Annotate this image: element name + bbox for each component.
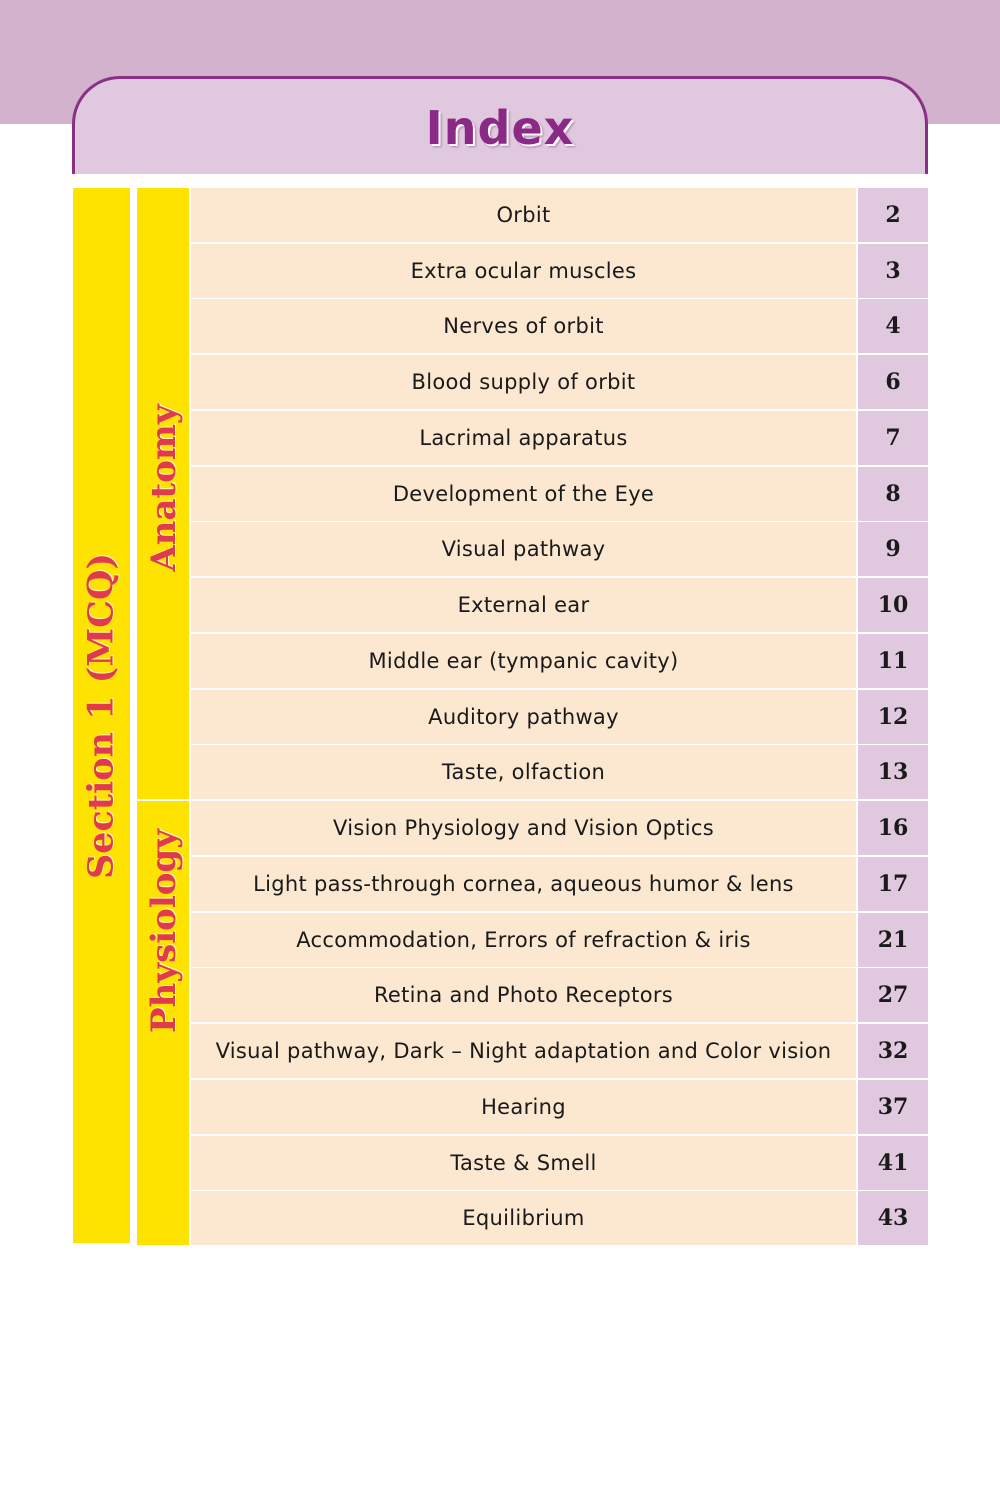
topic-title: Vision Physiology and Vision Optics [191, 801, 856, 855]
table-row[interactable] [191, 1191, 928, 1245]
page-number: 43 [858, 1191, 928, 1245]
page-number: 7 [858, 411, 928, 465]
table-row[interactable] [191, 801, 928, 855]
page-number: 4 [858, 299, 928, 353]
table-row[interactable] [191, 188, 928, 242]
topic-title: Orbit [191, 188, 856, 242]
topic-title: Equilibrium [191, 1191, 856, 1245]
topic-title: Taste, olfaction [191, 745, 856, 799]
topic-title: Retina and Photo Receptors [191, 968, 856, 1022]
topic-title: Auditory pathway [191, 690, 856, 744]
table-row[interactable] [191, 355, 928, 409]
table-row[interactable] [191, 299, 928, 353]
table-row[interactable] [191, 244, 928, 298]
table-row[interactable] [191, 411, 928, 465]
page-number: 16 [858, 801, 928, 855]
table-row[interactable] [191, 467, 928, 521]
page-number: 11 [858, 634, 928, 688]
topic-title: Development of the Eye [191, 467, 856, 521]
page-number: 3 [858, 244, 928, 298]
table-row[interactable] [191, 745, 928, 799]
topic-title: Middle ear (tympanic cavity) [191, 634, 856, 688]
group-label-physiology: Physiology [144, 829, 184, 1034]
table-row[interactable] [191, 968, 928, 1022]
page-number: 37 [858, 1080, 928, 1134]
group-bar-anatomy [137, 188, 189, 799]
topic-title: Accommodation, Errors of refraction & iris [191, 913, 856, 967]
topic-title: Visual pathway [191, 522, 856, 576]
page-number: 9 [858, 522, 928, 576]
page-number: 21 [858, 913, 928, 967]
page-number: 6 [858, 355, 928, 409]
topic-title: Nerves of orbit [191, 299, 856, 353]
table-row[interactable] [191, 634, 928, 688]
page-number: 10 [858, 578, 928, 632]
section-bar [73, 188, 130, 1243]
topic-title: Extra ocular muscles [191, 244, 856, 298]
group-label-anatomy: Anatomy [144, 404, 184, 572]
topic-title: Visual pathway, Dark – Night adaptation and Color vision [191, 1024, 856, 1078]
page-number: 8 [858, 467, 928, 521]
table-row[interactable] [191, 857, 928, 911]
table-row[interactable] [191, 522, 928, 576]
topic-title: Lacrimal apparatus [191, 411, 856, 465]
table-row[interactable] [191, 913, 928, 967]
topic-title: Blood supply of orbit [191, 355, 856, 409]
page-number: 13 [858, 745, 928, 799]
page-number: 12 [858, 690, 928, 744]
page-title: Index [425, 101, 575, 155]
table-row[interactable] [191, 690, 928, 744]
page-number: 2 [858, 188, 928, 242]
section-label: Section 1 (MCQ) [80, 552, 122, 880]
header-tab [72, 76, 928, 174]
group-bar-physiology [137, 801, 189, 1245]
table-row[interactable] [191, 1024, 928, 1078]
table-row[interactable] [191, 578, 928, 632]
table-row[interactable] [191, 1080, 928, 1134]
page-number: 41 [858, 1136, 928, 1190]
topic-title: Hearing [191, 1080, 856, 1134]
page-number: 27 [858, 968, 928, 1022]
topic-title: Light pass-through cornea, aqueous humor & lens [191, 857, 856, 911]
page-number: 32 [858, 1024, 928, 1078]
page-number: 17 [858, 857, 928, 911]
topic-title: External ear [191, 578, 856, 632]
table-row[interactable] [191, 1136, 928, 1190]
topic-title: Taste & Smell [191, 1136, 856, 1190]
